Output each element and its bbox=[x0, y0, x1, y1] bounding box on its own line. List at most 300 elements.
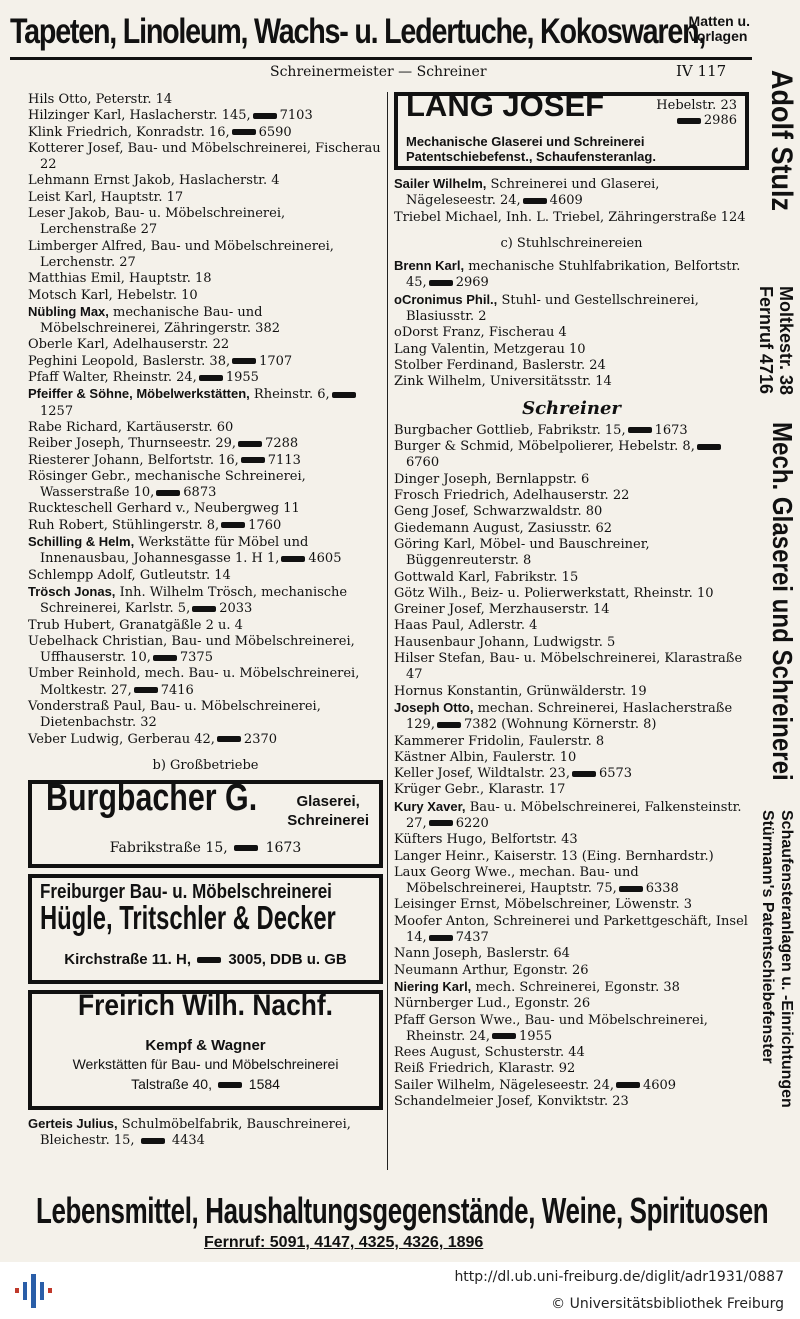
list-item bbox=[394, 635, 749, 651]
entry-detail: Wildtalstr. 23, bbox=[477, 766, 570, 782]
entry-name: Schilling & Helm, bbox=[28, 534, 135, 550]
telephone-icon bbox=[218, 1082, 242, 1088]
entry-name: Leist Karl, bbox=[28, 189, 97, 205]
ad-lang-line-2: Patentschiebefenst., Schaufensteranlag. bbox=[406, 149, 656, 164]
right-entry-list-schreiner bbox=[394, 423, 749, 1110]
list-item bbox=[394, 210, 749, 226]
list-item bbox=[394, 325, 749, 341]
list-item bbox=[394, 782, 749, 798]
list-item bbox=[394, 684, 749, 700]
entry-phone: 7437 bbox=[455, 930, 489, 946]
entry-phone: 2969 bbox=[455, 275, 489, 291]
entry-name: Trösch Jonas, bbox=[28, 583, 116, 599]
entry-phone: 7416 bbox=[160, 682, 194, 698]
list-item bbox=[394, 700, 749, 734]
entry-detail: Zasiusstr. 62 bbox=[527, 520, 612, 536]
telephone-icon bbox=[217, 736, 241, 742]
bottom-banner bbox=[36, 1190, 769, 1260]
entry-detail: Bau- und Möbelschreinerei, Uffhauserstr. 10, bbox=[40, 633, 355, 666]
entry-detail: mech. Bau- u. Möbelschreinerei, Moltkestr. 27, bbox=[40, 666, 360, 698]
ad-huegle-street: Kirchstraße 11. H, bbox=[64, 951, 191, 969]
telephone-icon bbox=[281, 556, 305, 562]
list-item bbox=[28, 304, 383, 338]
entry-name: Hausenbaur Johann, bbox=[394, 634, 530, 650]
entry-detail: Haslacherstr. 4 bbox=[179, 173, 280, 189]
list-item bbox=[28, 108, 383, 124]
telephone-icon bbox=[221, 522, 245, 528]
entry-name: Klink Friedrich, bbox=[28, 124, 132, 140]
ad-burgbacher-address bbox=[32, 840, 379, 856]
entry-phone: 1760 bbox=[248, 517, 282, 533]
telephone-icon bbox=[232, 129, 256, 135]
list-item bbox=[394, 258, 749, 292]
telephone-icon bbox=[616, 1082, 640, 1088]
telephone-icon bbox=[234, 845, 258, 851]
list-item bbox=[28, 518, 383, 534]
banner-main-text: Tapeten, Linoleum, Wachs- u. Ledertuche, Kokoswaren, bbox=[10, 12, 706, 51]
entry-detail: Belfortstr. 16, bbox=[147, 452, 239, 468]
entry-name: Gottwald Karl, bbox=[394, 569, 491, 585]
entry-detail: Stuhl- und Gestellschreinerei, Blasiusstr. 2 bbox=[406, 292, 699, 325]
entry-detail: Faulerstr. 10 bbox=[492, 749, 577, 765]
entry-name: Göring Karl, bbox=[394, 536, 476, 552]
running-head: Schreinermeister — Schreiner bbox=[270, 64, 487, 80]
entry-name: Brenn Karl, bbox=[394, 258, 465, 274]
entry-detail: Inh. Wilhelm Trösch, mechanische Schreinerei, Karlstr. 5, bbox=[40, 584, 348, 617]
entry-name: Kotterer Josef, bbox=[28, 140, 124, 156]
entry-name: Giedemann August, bbox=[394, 520, 524, 536]
entry-detail: mechanische Bau- und Möbelschreinerei, Zähringerstr. 382 bbox=[40, 304, 280, 337]
entry-detail: Gerberau 42, bbox=[127, 731, 215, 747]
entry-phone: 1707 bbox=[259, 353, 293, 369]
entry-detail: Schulmöbelfabrik, Bauschreinerei, Bleichestr. 15, bbox=[40, 1117, 351, 1149]
telephone-icon bbox=[697, 444, 721, 450]
entry-detail: Egonstr. 26 bbox=[514, 996, 591, 1012]
entry-detail: mechanische Stuhlfabrikation, Belfortstr. 45, bbox=[406, 259, 741, 291]
entry-name: Joseph Otto, bbox=[394, 699, 474, 715]
entry-detail: Peterstr. 14 bbox=[95, 92, 173, 107]
list-item bbox=[28, 534, 383, 568]
list-item bbox=[394, 618, 749, 634]
entry-detail: Schwarzwaldstr. 80 bbox=[472, 504, 603, 520]
telephone-icon bbox=[572, 771, 596, 777]
entry-name: Peghini Leopold, bbox=[28, 353, 139, 369]
entry-detail: Fischerau 4 bbox=[488, 325, 567, 341]
entry-detail: mechanische Schreinerei, Wasserstraße 10, bbox=[40, 468, 306, 501]
section-heading-b: b) Großbetriebe bbox=[152, 757, 259, 773]
telephone-icon bbox=[241, 457, 265, 463]
entry-detail: Klarastr. 92 bbox=[498, 1061, 576, 1077]
list-item bbox=[394, 1094, 749, 1110]
entry-detail: Baslerstr. 64 bbox=[486, 946, 570, 962]
ad-burgbacher-street: Fabrikstraße 15, bbox=[109, 840, 228, 857]
entry-name: Reiber Joseph, bbox=[28, 436, 125, 452]
entry-detail: Adlerstr. 4 bbox=[468, 618, 538, 634]
entry-detail: Baslerstr. 38, bbox=[142, 353, 231, 369]
list-item bbox=[28, 699, 383, 732]
list-item bbox=[394, 996, 749, 1012]
list-item bbox=[394, 537, 749, 570]
entry-name: Geng Josef, bbox=[394, 504, 469, 520]
entry-name: Krüger Gebr., bbox=[394, 782, 485, 798]
telephone-icon bbox=[437, 722, 461, 728]
list-item bbox=[28, 436, 383, 452]
entry-detail: Bau- u. Möbelschreinerei, Dietenbachstr. 32 bbox=[40, 698, 321, 731]
entry-name: Umber Reinhold, bbox=[28, 666, 141, 682]
telephone-icon bbox=[492, 1033, 516, 1039]
list-item bbox=[28, 92, 383, 108]
entry-detail: Beiz- u. Polierwerkstatt, Rheinstr. 10 bbox=[470, 585, 714, 601]
entry-phone: 7113 bbox=[267, 452, 301, 468]
entry-detail: Fabrikstr. 15, bbox=[537, 422, 626, 438]
list-item bbox=[394, 1078, 749, 1094]
entry-detail: Klarastr. 17 bbox=[488, 782, 566, 798]
entry-name: Burger & Schmid, bbox=[394, 439, 514, 455]
entry-detail: Metzgerau 10 bbox=[493, 341, 586, 357]
entry-detail: Kartäuserstr. 60 bbox=[126, 419, 234, 435]
entry-phone: 4434 bbox=[171, 1133, 205, 1149]
ad-burgbacher-trade-2: Schreinerei bbox=[287, 812, 369, 830]
entry-name: Götz Wilh., bbox=[394, 585, 467, 601]
entry-detail: Bau- und Möbelschreinerei, Fischerau 22 bbox=[40, 140, 381, 173]
entry-phone: 1257 bbox=[40, 403, 74, 419]
entry-name: Frosch Friedrich, bbox=[394, 488, 510, 504]
entry-name: Schlempp Adolf, bbox=[28, 567, 136, 583]
list-item bbox=[28, 354, 383, 370]
list-item bbox=[28, 206, 383, 239]
entry-name: Hilser Stefan, bbox=[394, 651, 486, 667]
entry-phone: 6573 bbox=[598, 766, 633, 782]
ub-freiburg-logo-icon[interactable] bbox=[14, 1272, 54, 1310]
entry-phone: 4605 bbox=[308, 551, 342, 567]
telephone-icon bbox=[429, 280, 453, 286]
entry-name: Zink Wilhelm, bbox=[394, 374, 486, 390]
list-item bbox=[394, 963, 749, 979]
telephone-icon bbox=[153, 655, 177, 661]
entry-phone: 6338 bbox=[645, 881, 679, 897]
list-item bbox=[394, 472, 749, 488]
list-item bbox=[28, 666, 383, 699]
list-item bbox=[28, 190, 383, 206]
list-item bbox=[28, 173, 383, 189]
ad-huegle-address bbox=[40, 952, 371, 968]
entry-name: Kästner Albin, bbox=[394, 749, 489, 765]
entry-detail: Nägeleseestr. 24, bbox=[499, 1077, 614, 1093]
ad-lang-street: Hebelstr. 23 bbox=[656, 98, 737, 113]
entry-detail: Bau- und Möbelschreinerei, Rheinstr. 24, bbox=[406, 1012, 708, 1044]
entry-name: Ruh Robert, bbox=[28, 517, 108, 533]
banner-side-text bbox=[689, 14, 750, 44]
list-item bbox=[28, 501, 383, 517]
list-item bbox=[28, 1116, 383, 1150]
entry-detail: Bernlappstr. 6 bbox=[495, 471, 590, 487]
entry-phone: 2370 bbox=[243, 731, 278, 747]
telephone-icon bbox=[332, 392, 356, 398]
right-entry-list-a bbox=[394, 176, 749, 226]
entry-detail: Bau- u. Möbelschreinerei, Lerchenstraße 27 bbox=[40, 206, 286, 238]
ad-lang-josef bbox=[394, 88, 749, 170]
list-item bbox=[394, 946, 749, 962]
entry-phone: 1955 bbox=[519, 1028, 553, 1044]
entry-name: Schandelmeier Josef, bbox=[394, 1094, 533, 1110]
entry-detail: Gutleutstr. 14 bbox=[139, 567, 231, 583]
list-item bbox=[394, 750, 749, 766]
entry-name: Kammerer Fridolin, bbox=[394, 733, 525, 749]
ad-freirich-address bbox=[32, 1076, 379, 1092]
entry-detail: Merzhauserstr. 14 bbox=[488, 602, 610, 618]
entry-detail: Universitätsstr. 14 bbox=[489, 374, 612, 390]
telephone-icon bbox=[134, 687, 158, 693]
ad-burgbacher-phone: 1673 bbox=[265, 840, 302, 857]
entry-name: Ruckteschell Gerhard v., bbox=[28, 501, 190, 517]
column-divider bbox=[387, 92, 388, 1170]
entry-name: Pfeiffer & Söhne, Möbelwerkstätten, bbox=[28, 386, 250, 402]
entry-detail: Egonstr. 26 bbox=[513, 962, 589, 978]
list-item bbox=[28, 732, 383, 748]
entry-phone: 6760 bbox=[406, 455, 440, 471]
entry-name: Sailer Wilhelm, bbox=[394, 176, 487, 191]
right-entry-list-c bbox=[394, 258, 749, 390]
entry-name: Kury Xaver, bbox=[394, 798, 466, 814]
entry-name: Uebelhack Christian, bbox=[28, 633, 168, 649]
side-ad-sub-2: Stürmann's Patentschiebefenster bbox=[759, 810, 776, 1064]
page-number: IV 117 bbox=[676, 62, 727, 80]
side-advertisement bbox=[754, 62, 798, 1182]
ad-huegle-line-1: Freiburger Bau- u. Möbelschreinerei bbox=[40, 881, 332, 904]
list-item bbox=[394, 734, 749, 750]
side-advertisement-text bbox=[754, 62, 798, 1182]
list-item bbox=[394, 586, 749, 602]
entry-detail: Möbel- und Bauschreiner, Büggenreuterstr. 8 bbox=[406, 536, 650, 569]
entry-detail: Adelhauserstr. 22 bbox=[112, 337, 230, 353]
entry-detail: Kaiserstr. 13 (Eing. Bernhardstr.) bbox=[493, 848, 714, 864]
entry-name: Rösinger Gebr., bbox=[28, 468, 131, 484]
entry-name: Pfaff Gerson Wwe., bbox=[394, 1012, 521, 1028]
entry-name: Hornus Konstantin, bbox=[394, 683, 523, 699]
list-item bbox=[28, 634, 383, 667]
entry-detail: mechan. Bau- und Möbelschreinerei, Hauptstr. 75, bbox=[406, 864, 639, 897]
entry-name: Rees August, bbox=[394, 1045, 481, 1061]
entry-name: Greiner Josef, bbox=[394, 602, 485, 618]
entry-name: Matthias Emil, bbox=[28, 271, 125, 287]
telephone-icon bbox=[232, 358, 256, 364]
entry-name: Leser Jakob, bbox=[28, 206, 111, 222]
banner-side-line-2: Vorlagen bbox=[688, 28, 748, 44]
entry-name: Lehmann Ernst Jakob, bbox=[28, 173, 175, 189]
entry-name: oDorst Franz, bbox=[394, 325, 485, 341]
side-ad-address bbox=[756, 286, 796, 395]
entry-phone: 7382 (Wohnung Körnerstr. 8) bbox=[463, 717, 657, 733]
entry-detail: Rheinstr. 24, bbox=[112, 370, 197, 386]
list-item bbox=[394, 849, 749, 865]
entry-name: Riesterer Johann, bbox=[28, 452, 144, 468]
section-heading-c: c) Stuhlschreinereien bbox=[500, 235, 643, 251]
entry-detail: Möbelpolierer, Hebelstr. 8, bbox=[517, 439, 695, 455]
entry-name: Sailer Wilhelm, bbox=[394, 1077, 496, 1093]
entry-phone: 1955 bbox=[225, 370, 259, 386]
list-item bbox=[394, 1013, 749, 1046]
entry-phone: 6873 bbox=[183, 485, 217, 501]
entry-detail: Bau- u. Möbelschreinerei, Klarastraße 47 bbox=[406, 651, 743, 683]
entry-name: Rabe Richard, bbox=[28, 419, 123, 435]
entry-name: Vonderstraß Paul, bbox=[28, 698, 146, 714]
document-url-link[interactable]: http://dl.ub.uni-freiburg.de/diglit/adr1931/0887 bbox=[454, 1269, 784, 1285]
entry-phone: 4609 bbox=[642, 1077, 677, 1093]
entry-detail: Rheinstr. 6, bbox=[253, 387, 330, 403]
telephone-icon bbox=[628, 427, 652, 433]
entry-detail: Möbelschreiner, Löwenstr. 3 bbox=[504, 897, 692, 913]
telephone-icon bbox=[429, 935, 453, 941]
list-item bbox=[28, 469, 383, 502]
entry-name: Pfaff Walter, bbox=[28, 370, 109, 386]
entry-detail: Hebelstr. 10 bbox=[116, 287, 198, 303]
header-rule bbox=[10, 57, 752, 60]
entry-detail: Granatgäßle 2 u. 4 bbox=[119, 617, 243, 633]
list-item bbox=[394, 176, 749, 210]
list-item bbox=[394, 521, 749, 537]
telephone-icon bbox=[619, 886, 643, 892]
entry-detail: Hauptstr. 17 bbox=[100, 189, 184, 205]
left-column bbox=[28, 92, 383, 1150]
entry-detail: Belfortstr. 43 bbox=[490, 832, 578, 848]
list-item bbox=[28, 453, 383, 469]
list-item bbox=[394, 342, 749, 358]
entry-name: oCronimus Phil., bbox=[394, 291, 498, 307]
ad-freirich-desc: Werkstätten für Bau- und Möbelschreinerei bbox=[72, 1056, 339, 1073]
list-item bbox=[394, 423, 749, 439]
entry-phone: 6220 bbox=[455, 815, 489, 831]
entry-name: Stolber Ferdinand, bbox=[394, 357, 519, 373]
bottom-banner-main: Lebensmittel, Haushaltungsgegenstände, Weine, Spirituosen bbox=[36, 1190, 769, 1231]
entry-detail: Faulerstr. 8 bbox=[528, 733, 605, 749]
telephone-icon bbox=[141, 1138, 165, 1144]
list-item bbox=[28, 125, 383, 141]
list-item bbox=[394, 570, 749, 586]
list-item bbox=[28, 420, 383, 436]
list-item bbox=[28, 239, 383, 272]
list-item bbox=[28, 568, 383, 584]
entry-phone: 7288 bbox=[265, 436, 299, 452]
side-ad-title: Mech. Glaserei und Schreinerei bbox=[767, 422, 798, 781]
entry-name: Leisinger Ernst, bbox=[394, 897, 501, 913]
telephone-icon bbox=[238, 441, 262, 447]
side-ad-name: Adolf Stulz bbox=[765, 70, 798, 211]
entry-name: Hilzinger Karl, bbox=[28, 108, 126, 124]
list-item bbox=[394, 488, 749, 504]
banner-side-line-1: Matten u. bbox=[688, 13, 750, 29]
entry-name: Laux Georg Wwe., bbox=[394, 864, 516, 880]
list-item bbox=[394, 865, 749, 898]
entry-name: Küfters Hugo, bbox=[394, 832, 487, 848]
list-item bbox=[394, 358, 749, 374]
ad-freirich bbox=[28, 990, 383, 1110]
list-item bbox=[394, 292, 749, 326]
entry-name: Haas Paul, bbox=[394, 618, 465, 634]
telephone-icon bbox=[192, 606, 216, 612]
ad-lang-address bbox=[656, 98, 737, 128]
entry-name: Nübling Max, bbox=[28, 303, 109, 319]
entry-name: Hils Otto, bbox=[28, 92, 92, 107]
entry-name: Gerteis Julius, bbox=[28, 1116, 118, 1132]
entry-name: Dinger Joseph, bbox=[394, 471, 492, 487]
ad-freirich-phone: 1584 bbox=[248, 1076, 280, 1093]
ad-burgbacher bbox=[28, 777, 383, 868]
entry-detail: Hauptstr. 18 bbox=[129, 271, 212, 287]
entry-detail: Schreinerei und Glaserei, Nägeleseestr. 24, bbox=[406, 177, 660, 209]
side-ad-subtitle bbox=[758, 810, 796, 1108]
side-ad-phone: Fernruf 4716 bbox=[756, 286, 776, 395]
entry-detail: Adelhauserstr. 22 bbox=[513, 488, 630, 504]
entry-name: Langer Heinr., bbox=[394, 848, 490, 864]
entry-phone: 7103 bbox=[279, 108, 313, 124]
ad-burgbacher-trade-1: Glaserei, bbox=[296, 793, 360, 811]
entry-detail: Inh. L. Triebel, Zähringerstraße 124 bbox=[506, 209, 746, 225]
entry-detail: mechan. Schreinerei, Haslacherstraße 129, bbox=[406, 700, 733, 733]
list-item bbox=[394, 979, 749, 996]
ad-huegle-phone: 3005, DDB u. GB bbox=[228, 951, 347, 969]
telephone-icon bbox=[429, 820, 453, 826]
ad-freirich-name: Freirich Wilh. Nachf. bbox=[77, 989, 334, 1023]
entry-detail: Neubergweg 11 bbox=[194, 501, 300, 517]
ad-burgbacher-name: Burgbacher G. bbox=[46, 777, 258, 820]
right-column bbox=[394, 88, 749, 1110]
list-item bbox=[28, 141, 383, 174]
list-item bbox=[394, 504, 749, 520]
section-heading-schreiner: Schreiner bbox=[522, 397, 621, 419]
entry-name: Niering Karl, bbox=[394, 978, 472, 994]
list-item bbox=[394, 832, 749, 848]
top-banner bbox=[10, 8, 750, 56]
entry-phone: 4609 bbox=[549, 193, 583, 209]
entry-detail: Bau- und Möbelschreinerei, Lerchenstr. 27 bbox=[40, 238, 334, 270]
list-item bbox=[394, 799, 749, 833]
entry-phone: 7375 bbox=[179, 650, 213, 666]
entry-phone: 6590 bbox=[258, 124, 292, 140]
list-item bbox=[394, 1045, 749, 1061]
viewer-footer bbox=[0, 1262, 800, 1319]
list-item bbox=[28, 370, 383, 386]
ad-burgbacher-trades bbox=[287, 792, 369, 830]
telephone-icon bbox=[156, 490, 180, 496]
list-item bbox=[394, 1061, 749, 1077]
ad-freirich-owners: Kempf & Wagner bbox=[145, 1037, 266, 1055]
entry-detail: Konradstr. 16, bbox=[136, 124, 230, 140]
entry-detail: Haslacherstr. 145, bbox=[129, 108, 251, 124]
entry-detail: Thurnseestr. 29, bbox=[128, 436, 237, 452]
entry-detail: Fabrikstr. 15 bbox=[494, 569, 579, 585]
entry-phone: 2033 bbox=[219, 601, 253, 617]
left-entry-list bbox=[28, 92, 383, 748]
entry-name: Motsch Karl, bbox=[28, 287, 113, 303]
list-item bbox=[394, 897, 749, 913]
ad-huegle-name: Hügle, Tritschler & Decker bbox=[40, 899, 336, 937]
telephone-icon bbox=[253, 113, 277, 119]
entry-name: Veber Ludwig, bbox=[28, 731, 124, 747]
entry-phone: 1673 bbox=[654, 422, 688, 438]
list-item bbox=[394, 914, 749, 947]
list-item bbox=[28, 618, 383, 634]
entry-name: Moofer Anton, bbox=[394, 913, 490, 929]
list-item bbox=[394, 651, 749, 684]
ad-lang-name: LANG JOSEF bbox=[406, 88, 605, 123]
entry-detail: Baslerstr. 24 bbox=[522, 357, 606, 373]
entry-name: Triebel Michael, bbox=[394, 209, 502, 225]
list-item bbox=[28, 337, 383, 353]
entry-name: Burgbacher Gottlieb, bbox=[394, 422, 534, 438]
entry-name: Reiß Friedrich, bbox=[394, 1061, 495, 1077]
entry-name: Lang Valentin, bbox=[394, 341, 490, 357]
entry-name: Limberger Alfred, bbox=[28, 238, 147, 254]
